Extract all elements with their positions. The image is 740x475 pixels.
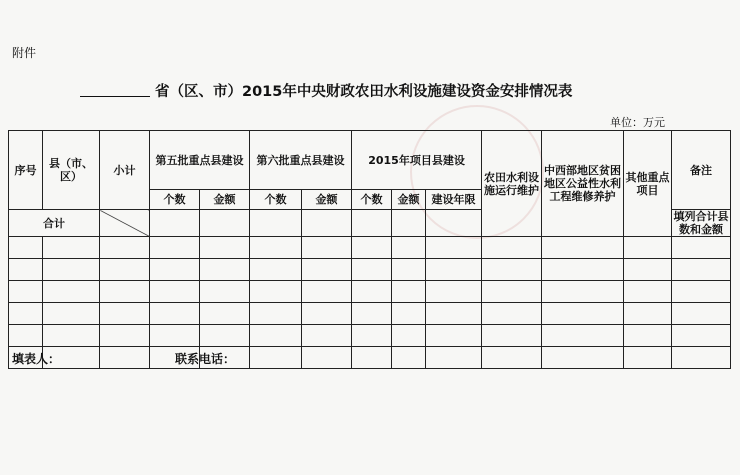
table-cell: [250, 325, 302, 347]
table-cell: [150, 237, 200, 259]
table-cell: [672, 237, 731, 259]
title-blank-line: [80, 96, 150, 97]
attachment-label: 附件: [12, 46, 37, 60]
table-cell: [352, 347, 392, 369]
table-cell: [482, 237, 542, 259]
filler-label: 填表人：: [12, 352, 61, 366]
table-cell: [200, 281, 250, 303]
table-cell: [100, 237, 150, 259]
table-cell: [542, 237, 624, 259]
table-cell: [672, 281, 731, 303]
table-cell: [43, 325, 100, 347]
table-cell: [150, 303, 200, 325]
table-row: [9, 303, 731, 325]
header-midwest: 中西部地区贫困地区公益性水利工程维修养护: [542, 131, 624, 237]
table-cell: [426, 281, 482, 303]
phone-label: 联系电话：: [175, 352, 236, 366]
table-cell: [200, 237, 250, 259]
table-cell: [302, 325, 352, 347]
table-cell: [150, 325, 200, 347]
table-cell: [9, 303, 43, 325]
table-cell: [392, 303, 426, 325]
table-cell: [100, 259, 150, 281]
sub-count: 个数: [352, 190, 392, 210]
table-cell: [352, 281, 392, 303]
table-cell: [542, 281, 624, 303]
table-cell: [624, 347, 672, 369]
table-cell: [672, 347, 731, 369]
table-cell: [302, 347, 352, 369]
table-cell: [100, 281, 150, 303]
page-title: 省（区、市）2015年中央财政农田水利设施建设资金安排情况表: [155, 84, 573, 100]
header-remark: 备注: [672, 131, 731, 210]
table-cell: [9, 259, 43, 281]
table-cell: [624, 325, 672, 347]
unit-label: 单位：万元: [610, 116, 665, 129]
table-cell: [392, 325, 426, 347]
table-cell: [482, 259, 542, 281]
table-cell: [200, 325, 250, 347]
table-cell: [392, 237, 426, 259]
table-cell: [9, 281, 43, 303]
empty-rows: [9, 237, 731, 369]
table-cell: [43, 237, 100, 259]
table-cell: [9, 325, 43, 347]
table-cell: [352, 259, 392, 281]
header-county: 县（市、区）: [43, 131, 100, 210]
table-cell: [426, 325, 482, 347]
table-cell: [482, 347, 542, 369]
table-cell: [200, 259, 250, 281]
table-cell: [250, 259, 302, 281]
header-subtotal: 小计: [100, 131, 150, 210]
sub-count: 个数: [250, 190, 302, 210]
table-cell: [672, 325, 731, 347]
table-cell: [150, 281, 200, 303]
total-diagonal-cell: [100, 210, 150, 237]
header-seq: 序号: [9, 131, 43, 210]
sub-count: 个数: [150, 190, 200, 210]
table-cell: [542, 259, 624, 281]
table-cell: [542, 303, 624, 325]
table-cell: [542, 325, 624, 347]
table-cell: [250, 303, 302, 325]
table-cell: [250, 281, 302, 303]
table-cell: [392, 281, 426, 303]
remark-note: 填列合计县数和金额: [673, 210, 729, 236]
table-cell: [200, 303, 250, 325]
table-cell: [302, 281, 352, 303]
table-cell: [426, 237, 482, 259]
table-cell: [352, 237, 392, 259]
header-batch5: 第五批重点县建设: [150, 131, 250, 190]
table-cell: [352, 303, 392, 325]
table-row: [9, 237, 731, 259]
table-row: [9, 347, 731, 369]
table-cell: [624, 303, 672, 325]
table-cell: [482, 303, 542, 325]
total-label: 合计: [9, 210, 100, 237]
sub-amount: 金额: [392, 190, 426, 210]
table-cell: [43, 281, 100, 303]
table-cell: [672, 259, 731, 281]
table-cell: [43, 259, 100, 281]
table-cell: [43, 303, 100, 325]
table-cell: [9, 237, 43, 259]
table-cell: [392, 259, 426, 281]
table-cell: [352, 325, 392, 347]
table-cell: [426, 259, 482, 281]
table-cell: [302, 303, 352, 325]
table-cell: [302, 259, 352, 281]
table-cell: [624, 237, 672, 259]
table-cell: [100, 347, 150, 369]
table-cell: [250, 237, 302, 259]
table-cell: [482, 325, 542, 347]
table-cell: [100, 303, 150, 325]
table-cell: [542, 347, 624, 369]
sub-year: 建设年限: [426, 190, 482, 210]
table-cell: [624, 281, 672, 303]
funding-table: [8, 130, 731, 369]
table-row: [9, 325, 731, 347]
table-cell: [392, 347, 426, 369]
table-cell: [100, 325, 150, 347]
header-other: 其他重点项目: [624, 131, 672, 237]
table-cell: [482, 281, 542, 303]
table-cell: [250, 347, 302, 369]
table-cell: [426, 303, 482, 325]
sub-amount: 金额: [302, 190, 352, 210]
table-cell: [672, 303, 731, 325]
header-project2015: 2015年项目县建设: [352, 131, 482, 190]
table-row: [9, 281, 731, 303]
header-batch6: 第六批重点县建设: [250, 131, 352, 190]
sub-amount: 金额: [200, 190, 250, 210]
table-row: [9, 259, 731, 281]
table-cell: [150, 259, 200, 281]
table-cell: [302, 237, 352, 259]
table-cell: [624, 259, 672, 281]
header-operation: 农田水利设施运行维护: [482, 131, 542, 237]
table-cell: [426, 347, 482, 369]
